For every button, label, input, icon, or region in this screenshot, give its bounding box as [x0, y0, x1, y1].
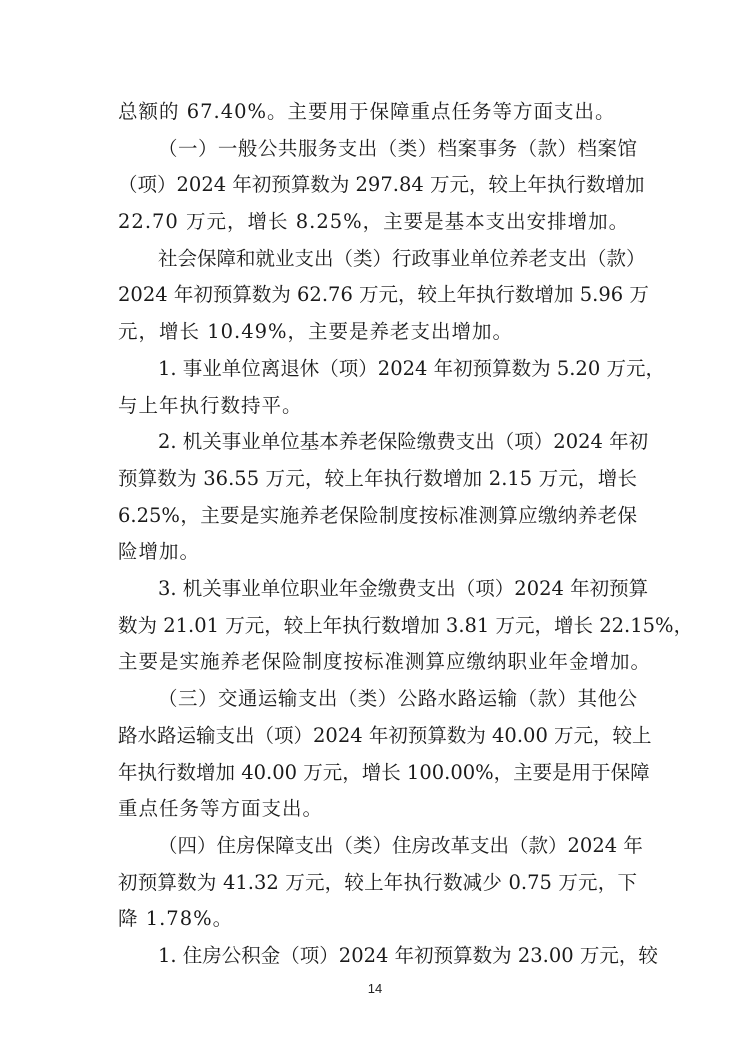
text-line: 1. 事业单位离退休（项）2024 年初预算数为 5.20 万元，: [158, 357, 665, 380]
text-line: 2024 年初预算数为 62.76 万元，较上年执行数增加 5.96 万: [118, 283, 649, 306]
text-line: 降 1.78%。: [118, 907, 234, 930]
text-line: （四）住房保障支出（类）住房改革支出（款）2024 年: [158, 834, 643, 857]
text-line: 险增加。: [118, 540, 201, 563]
text-line: （三）交通运输支出（类）公路水路运输（款）其他公: [158, 687, 637, 710]
page-number: 14: [367, 981, 383, 996]
text-line: 年执行数增加 40.00 万元，增长 100.00%，主要是用于保障: [118, 761, 650, 784]
text-line: 22.70 万元，增长 8.25%，主要是基本支出安排增加。: [118, 210, 630, 233]
text-line: 1. 住房公积金（项）2024 年初预算数为 23.00 万元，较: [158, 944, 658, 967]
text-line: 预算数为 36.55 万元，较上年执行数增加 2.15 万元，增长: [118, 467, 637, 490]
text-line: （一）一般公共服务支出（类）档案事务（款）档案馆: [158, 137, 637, 160]
text-line: 总额的 67.40%。主要用于保障重点任务等方面支出。: [118, 100, 616, 123]
text-line: 2. 机关事业单位基本养老保险缴费支出（项）2024 年初: [158, 430, 649, 453]
text-line: 主要是实施养老保险制度按标准测算应缴纳职业年金增加。: [118, 650, 652, 673]
text-line: 元，增长 10.49%，主要是养老支出增加。: [118, 320, 514, 343]
text-line: 数为 21.01 万元，较上年执行数增加 3.81 万元，增长 22.15%，: [118, 614, 694, 637]
text-line: （项）2024 年初预算数为 297.84 万元，较上年执行数增加: [118, 173, 645, 196]
text-line: 3. 机关事业单位职业年金缴费支出（项）2024 年初预算: [158, 577, 649, 600]
text-line: 社会保障和就业支出（类）行政事业单位养老支出（款）: [158, 247, 646, 270]
text-line: 重点任务等方面支出。: [118, 797, 324, 820]
text-line: 6.25%，主要是实施养老保险制度按标准测算应缴纳养老保: [118, 504, 637, 527]
text-line: 初预算数为 41.32 万元，较上年执行数减少 0.75 万元，下: [118, 871, 637, 894]
text-line: 与上年执行数持平。: [118, 394, 303, 417]
text-line: 路水路运输支出（项）2024 年初预算数为 40.00 万元，较上: [118, 724, 652, 747]
